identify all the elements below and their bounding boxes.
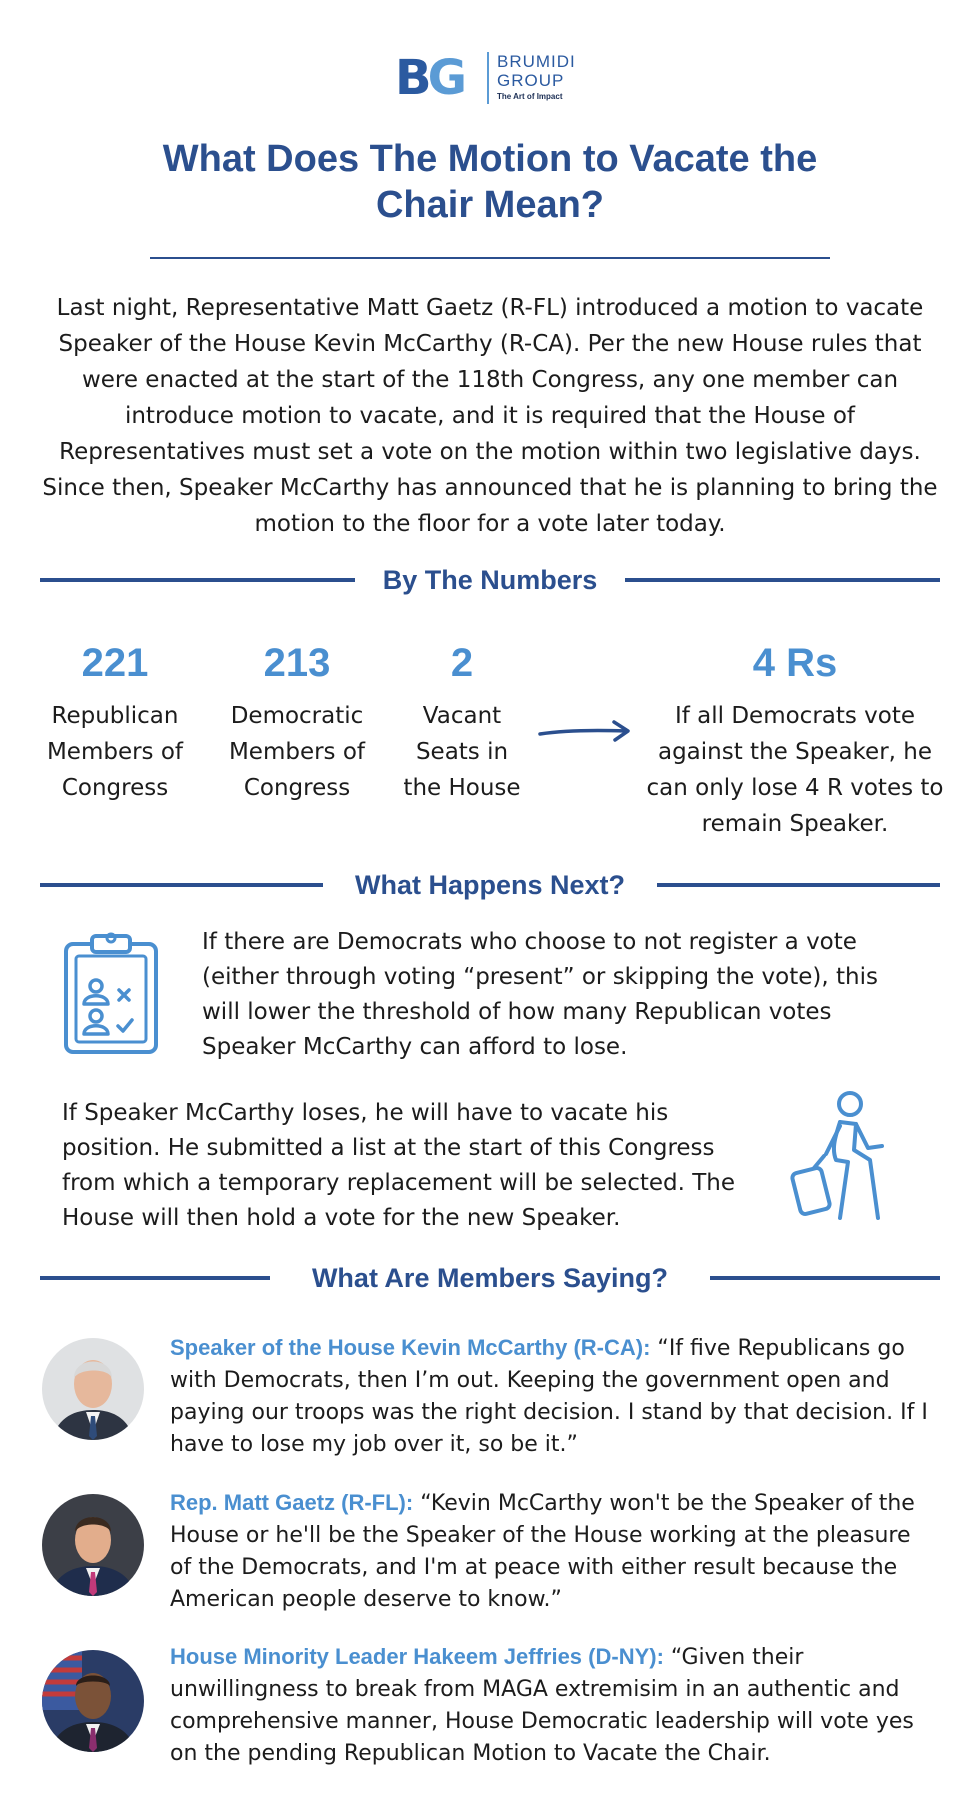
quote-speaker: Speaker of the House Kevin McCarthy (R-CA): [170, 1335, 651, 1360]
section-heading-numbers: By The Numbers [382, 565, 598, 595]
logo-letter-b: B [395, 50, 428, 106]
avatar-mccarthy [42, 1338, 144, 1440]
brand-logo [395, 48, 595, 108]
stat-vacant [400, 640, 524, 806]
next-paragraph-2: If Speaker McCarthy loses, he will have to vacate his position. He submitted a list at the start of this Congress from which a temporary replacement will be selected. The House will then hold a vote for the new Speaker. [62, 1100, 736, 1231]
portrait-gaetz-icon [42, 1494, 144, 1596]
quote-gaetz [170, 1487, 930, 1616]
section-rule-left [40, 578, 355, 582]
stat-label: Democratic Members of Congress [228, 703, 366, 801]
quote-text: “If five Republicans go with Democrats, then I’m out. Keeping the government open and paying our troops was the right decision. I stand by that decision. If I have to lose my job over it, so be it.” [170, 1336, 928, 1457]
stat-value: 4 Rs [752, 641, 838, 685]
title-line2: Chair Mean? [375, 184, 605, 226]
section-rule-left [40, 1276, 270, 1280]
quote-speaker: House Minority Leader Hakeem Jeffries (D-NY): [170, 1644, 664, 1669]
logo-divider [487, 52, 489, 104]
quote-text: “Kevin McCarthy won't be the Speaker of the House or he'll be the Speaker of the House working at the pleasure of the Democrats, and I'm at peace with either result because the American people deserve to know.” [170, 1491, 915, 1612]
arrow-right-icon [536, 718, 636, 748]
next-paragraph-1: If there are Democrats who choose to not register a vote (either through voting “present” or skipping the vote), this will lower the threshold of how many Republican votes Speaker McCarthy can afford to lose. [202, 929, 878, 1060]
section-rule-right [657, 883, 940, 887]
section-rule-left [40, 883, 323, 887]
logo-mark [395, 50, 463, 106]
stat-result [640, 640, 950, 842]
section-heading-members: What Are Members Saying? [311, 1263, 669, 1293]
title-line1: What Does The Motion to Vacate the [162, 138, 818, 180]
clipboard-checklist-icon [62, 930, 160, 1056]
title-underline [150, 257, 830, 259]
stat-value: 221 [81, 641, 149, 685]
stat-value: 213 [263, 641, 331, 685]
logo-name [497, 52, 576, 90]
avatar-jeffries [42, 1650, 144, 1752]
quote-text: “Given their unwillingness to break from MAGA extremisim in an authentic and comprehensive manner, House Democratic leadership will vote yes on the pending Republican Motion to Vacate the Chair. [170, 1645, 914, 1766]
intro-paragraph: Last night, Representative Matt Gaetz (R-FL) introduced a motion to vacate Speaker of the House Kevin McCarthy (R-CA). Per the new House rules that were enacted at the start of the 118th Congress, any one member can introduce motion to vacate, and it is required that the House of Representatives must set a vote on the motion within two legislative days. Since then, Speaker McCarthy has announced that he is planning to bring the motion to the floor for a vote later today. [42, 295, 938, 537]
portrait-mccarthy-icon [42, 1338, 144, 1440]
walking-traveler-icon [790, 1090, 900, 1225]
section-rule-right [625, 578, 940, 582]
stat-label: Vacant Seats in the House [403, 703, 521, 801]
quote-jeffries [170, 1641, 930, 1770]
logo-letter-g: G [427, 50, 463, 106]
logo-name-line2: GROUP [497, 71, 565, 90]
stat-democrats [212, 640, 382, 806]
section-heading-next: What Happens Next? [354, 870, 626, 900]
quote-mccarthy [170, 1332, 930, 1461]
quote-speaker: Rep. Matt Gaetz (R-FL): [170, 1490, 414, 1515]
portrait-jeffries-icon [42, 1650, 144, 1752]
stat-value: 2 [450, 641, 474, 685]
section-rule-right [710, 1276, 940, 1280]
page-title [60, 136, 920, 228]
stat-label: Republican Members of Congress [46, 703, 184, 801]
logo-name-line1: BRUMIDI [497, 52, 576, 71]
logo-tagline: The Art of Impact [497, 92, 563, 101]
avatar-gaetz [42, 1494, 144, 1596]
stat-republicans [30, 640, 200, 806]
stat-label: If all Democrats vote against the Speaker, he can only lose 4 R votes to remain Speaker. [646, 703, 944, 837]
